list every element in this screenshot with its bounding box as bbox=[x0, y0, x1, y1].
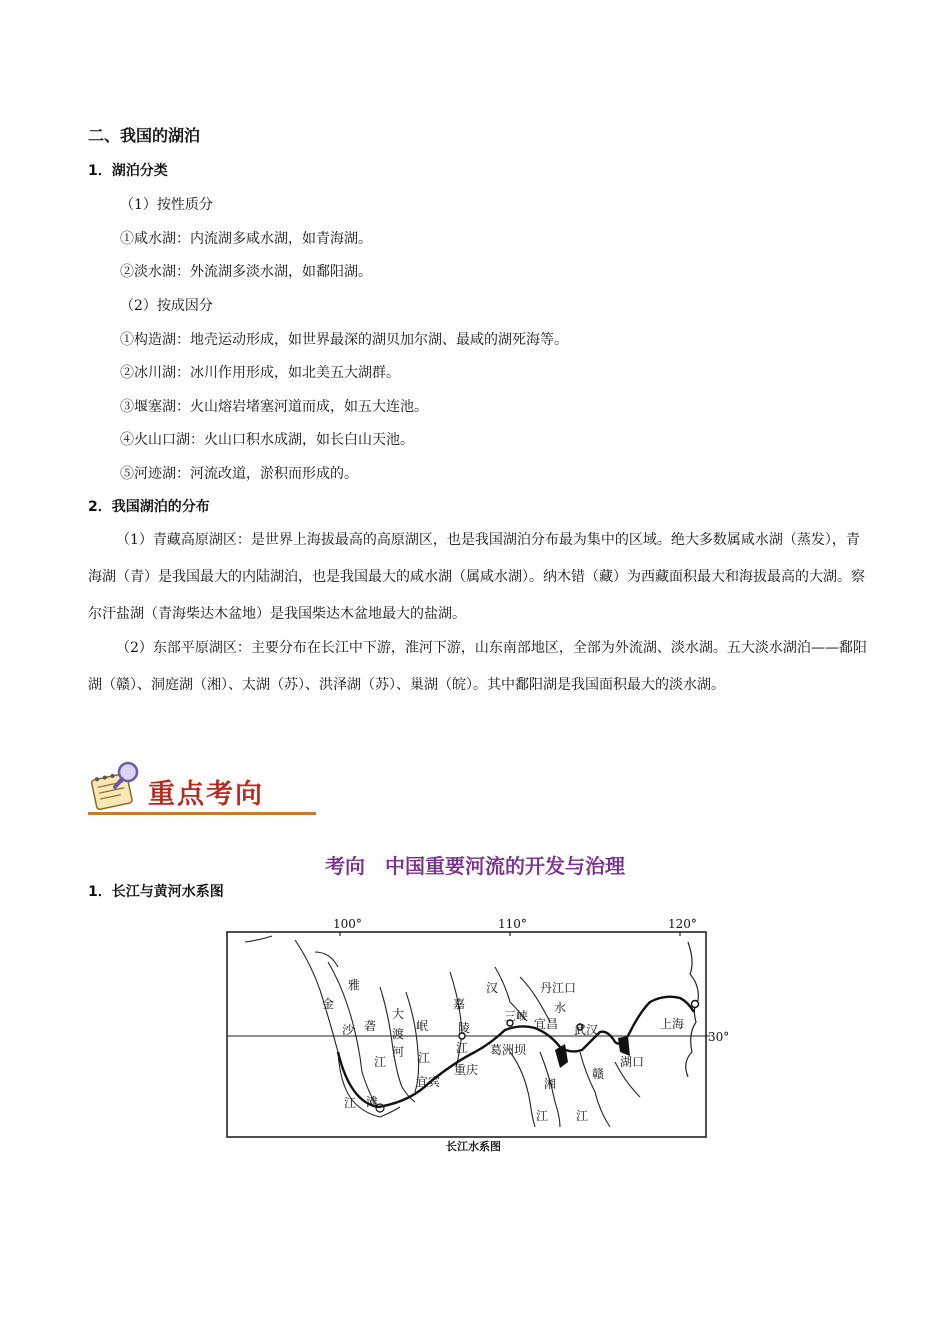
label-gan: 赣 bbox=[592, 1067, 605, 1081]
yangtze-river-system-map bbox=[220, 912, 730, 1154]
label-jiang2: 江 bbox=[374, 1055, 387, 1069]
label-he: 河 bbox=[392, 1045, 405, 1059]
subheading-lake-distribution: 2．我国湖泊的分布 bbox=[88, 499, 210, 515]
label-da: 大 bbox=[392, 1007, 405, 1021]
label-jiang1: 江 bbox=[344, 1096, 357, 1110]
subheading-lake-classification: 1．湖泊分类 bbox=[88, 163, 168, 179]
section-heading-lakes: 二、我国的湖泊 bbox=[88, 126, 201, 145]
classify-glacial-lake: ②冰川湖：冰川作用形成，如北美五大湖群。 bbox=[120, 365, 400, 381]
classify-fresh-lake: ②淡水湖：外流湖多淡水湖，如鄱阳湖。 bbox=[120, 264, 372, 280]
classify-tectonic-lake: ①构造湖：地壳运动形成，如世界最深的湖贝加尔湖、最咸的湖死海等。 bbox=[120, 332, 568, 348]
classify-salt-lake: ①咸水湖：内流湖多咸水湖，如青海湖。 bbox=[120, 231, 372, 247]
label-sha: 沙 bbox=[342, 1023, 355, 1037]
label-wuhan: 武汉 bbox=[574, 1023, 599, 1037]
label-jiang5: 江 bbox=[536, 1109, 549, 1123]
distribution-plain-paragraph: （2）东部平原湖区：主要分布在长江中下游，淮河下游，山东南部地区，全部为外流湖、淡水湖。五大淡水湖泊——鄱阳湖（赣）、洞庭湖（湘）、太湖（苏）、洪泽湖（苏）、巢湖（皖）。其中鄱阳湖是我国面积最大的淡水湖。 bbox=[88, 640, 867, 693]
label-xiang: 湘 bbox=[544, 1077, 557, 1091]
focus-banner bbox=[88, 758, 318, 818]
classify-by-origin: （2）按成因分 bbox=[120, 298, 213, 314]
label-han: 汉 bbox=[486, 981, 499, 995]
label-min: 岷 bbox=[416, 1019, 429, 1033]
map-caption: 长江水系图 bbox=[446, 1140, 501, 1153]
label-ling: 陵 bbox=[458, 1021, 471, 1035]
label-gezhouba: 葛洲坝 bbox=[490, 1043, 527, 1057]
notepad-magnifier-icon bbox=[88, 758, 148, 814]
label-hukou: 湖口 bbox=[620, 1055, 645, 1069]
distribution-plateau-paragraph: （1）青藏高原湖区：是世界上海拔最高的高原湖区，也是我国湖泊分布最为集中的区域。绝大多数属咸水湖（蒸发），青海湖（青）是我国最大的内陆湖泊，也是我国最大的咸水湖（属咸水湖）。纳木错（藏）为西藏面积最大和海拔最高的大湖。察尔汗盐湖（青海柴达木盆地）是我国柴达木盆地最大的盐湖。 bbox=[88, 532, 865, 622]
label-shui: 水 bbox=[554, 1001, 567, 1015]
classify-dammed-lake: ③堰塞湖：火山熔岩堵塞河道而成，如五大连池。 bbox=[120, 399, 428, 415]
label-long: 砻 bbox=[364, 1019, 377, 1033]
label-jia: 嘉 bbox=[453, 997, 466, 1011]
label-chongqing: 重庆 bbox=[454, 1063, 479, 1077]
shanghai-marker bbox=[692, 1001, 699, 1008]
label-sanxia: 三峡 bbox=[504, 1009, 529, 1023]
label-yichang: 宜昌 bbox=[534, 1017, 559, 1031]
lon-label-100: 100° bbox=[333, 917, 362, 931]
lat-label-30: 30° bbox=[708, 1030, 730, 1044]
lon-label-120: 120° bbox=[668, 917, 697, 931]
label-jiang3: 江 bbox=[418, 1051, 431, 1065]
subheading-river-systems: 1．长江与黄河水系图 bbox=[88, 884, 224, 900]
focus-banner-label: 重点考向 bbox=[148, 779, 264, 810]
label-jin: 金 bbox=[322, 997, 335, 1011]
label-ya: 雅 bbox=[348, 978, 361, 992]
focus-banner-rule bbox=[88, 812, 316, 815]
label-du: 渡 bbox=[392, 1027, 405, 1041]
label-shanghai: 上海 bbox=[660, 1017, 685, 1031]
label-yibin: 宜宾 bbox=[416, 1075, 441, 1089]
lon-label-110: 110° bbox=[498, 917, 527, 931]
label-danjiangkou: 丹江口 bbox=[540, 981, 577, 995]
classify-crater-lake: ④火山口湖：火山口积水成湖，如长白山天池。 bbox=[120, 432, 414, 448]
label-tan: 滩 bbox=[366, 1095, 379, 1109]
classify-oxbow-lake: ⑤河迹湖：河流改道，淤积而形成的。 bbox=[120, 466, 358, 482]
label-jiang4: 江 bbox=[456, 1041, 469, 1055]
focus-section-title: 考向 中国重要河流的开发与治理 bbox=[325, 854, 625, 878]
label-jiang6: 江 bbox=[576, 1109, 589, 1123]
classify-by-nature: （1）按性质分 bbox=[120, 197, 213, 213]
